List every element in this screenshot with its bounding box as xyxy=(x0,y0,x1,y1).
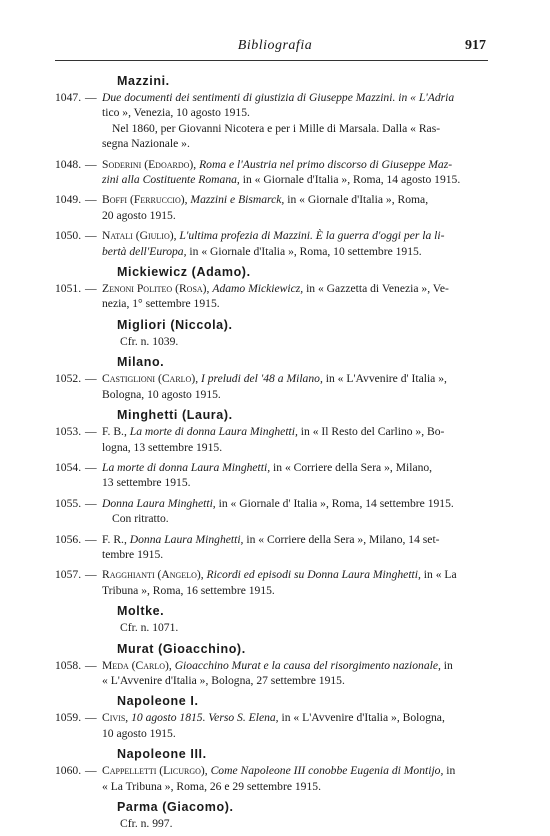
entry-title: Gioacchino Murat e la causa del risorgimento nazionale, xyxy=(174,658,441,672)
entry-1050 xyxy=(55,228,488,259)
section-heading-milano: Milano. xyxy=(117,355,165,370)
entry-1056 xyxy=(55,532,488,563)
entry-dash: — xyxy=(85,282,97,296)
entry-source: in « Giornale d' Italia », Roma, 14 settembre 1915. xyxy=(218,496,454,510)
entry-title: 10 agosto 1815. Verso S. Elena, xyxy=(131,711,279,725)
section-heading-murat: Murat (Gioacchino). xyxy=(117,641,246,656)
entry-dash: — xyxy=(85,372,97,386)
entry-1047 xyxy=(55,90,488,152)
section-heading-mickiewicz: Mickiewicz (Adamo). xyxy=(117,265,251,280)
entry-number: 1049. xyxy=(55,193,82,207)
entry-source: in « La xyxy=(423,568,457,582)
entry-dash: — xyxy=(85,425,97,439)
entry-line: logna, 13 settembre 1915. xyxy=(102,440,223,454)
entry-1052 xyxy=(55,371,488,402)
entry-author: Castiglioni (Carlo), xyxy=(102,372,199,386)
section-heading-napoleone-i: Napoleone I. xyxy=(117,694,199,709)
entry-line: Due documenti dei sentimenti di giustizia di Giuseppe Mazzini. in « L'Adria xyxy=(102,91,455,104)
entry-title: Donna Laura Minghetti, xyxy=(129,532,244,546)
entry-number: 1053. xyxy=(55,425,82,439)
entry-author: Meda (Carlo), xyxy=(102,658,172,672)
entry-dash: — xyxy=(85,91,97,104)
entry-line: tico », Venezia, 10 agosto 1915. xyxy=(102,106,250,120)
entry-title: I preludi del '48 a Milano, xyxy=(201,372,323,386)
entry-author: F. B., xyxy=(102,425,127,439)
entry-number: 1048. xyxy=(55,157,82,171)
section-heading-napoleone-iii: Napoleone III. xyxy=(117,747,207,762)
entry-source: in « Giornale d'Italia », Roma, 14 agosto 1915. xyxy=(242,173,461,187)
entry-number: 1057. xyxy=(55,568,82,582)
entry-author: Natali (Giulio), xyxy=(102,229,177,243)
entry-source: in « Giornale d'Italia », Roma, 10 settembre 1915. xyxy=(189,244,422,258)
entry-number: 1060. xyxy=(55,764,82,778)
entry-author: Cappelletti (Licurgo), xyxy=(102,764,208,778)
entry-source: in « Giornale d'Italia », Roma, xyxy=(287,193,429,207)
entry-dash: — xyxy=(85,460,97,474)
section-heading-migliori: Migliori (Niccola). xyxy=(117,317,233,332)
bibliography-body xyxy=(55,73,488,836)
running-head xyxy=(0,38,550,58)
entry-source: in « L'Avvenire d'Italia », Bologna, xyxy=(281,711,445,725)
entry-line: 20 agosto 1915. xyxy=(102,208,176,222)
entry-dash: — xyxy=(85,229,97,243)
entry-1053 xyxy=(55,424,488,455)
entry-1058 xyxy=(55,658,488,689)
section-heading-parma: Parma (Giacomo). xyxy=(117,800,234,814)
entry-dash: — xyxy=(85,658,97,672)
entry-number: 1047. xyxy=(55,91,82,104)
entry-number: 1051. xyxy=(55,282,82,296)
entry-note: segna Nazionale ». xyxy=(102,137,190,151)
page-number: 917 xyxy=(465,38,486,53)
entry-author: Ragghianti (Angelo), xyxy=(102,568,204,582)
entry-dash: — xyxy=(85,568,97,582)
entry-dash: — xyxy=(85,764,97,778)
entry-title: bertà dell'Europa, xyxy=(102,244,187,258)
running-title: Bibliografia xyxy=(237,38,313,53)
entry-author: Soderini (Edoardo), xyxy=(102,157,197,171)
entry-title: zini alla Costituente Romana, xyxy=(102,173,240,187)
entry-source: in xyxy=(446,764,456,778)
entry-source: in « Corriere della Sera », Milano, xyxy=(273,460,433,474)
entry-source: in xyxy=(443,658,453,672)
entry-dash: — xyxy=(85,193,97,207)
entry-line: 10 agosto 1915. xyxy=(102,726,176,740)
section-heading-moltke: Moltke. xyxy=(117,604,165,619)
entry-source: in « Gazzetta di Venezia », Ve- xyxy=(306,282,449,296)
entry-1049 xyxy=(55,192,488,223)
entry-1060 xyxy=(55,763,488,794)
entry-number: 1055. xyxy=(55,496,82,510)
entry-number: 1054. xyxy=(55,460,82,474)
entry-source: in « Il Resto del Carlino », Bo- xyxy=(300,425,445,439)
entry-number: 1058. xyxy=(55,658,82,672)
entry-source: in « L'Avvenire d' Italia », xyxy=(325,372,447,386)
entry-line: Bologna, 10 agosto 1915. xyxy=(102,387,221,401)
entry-dash: — xyxy=(85,711,97,725)
entry-dash: — xyxy=(85,157,97,171)
entry-title: Roma e l'Austria nel primo discorso di Giuseppe Maz- xyxy=(199,157,453,171)
cross-reference: Cfr. n. 1071. xyxy=(120,621,179,635)
cross-reference: Cfr. n. 997. xyxy=(120,817,173,830)
entry-1048 xyxy=(55,157,488,188)
entry-note: Nel 1860, per Giovanni Nicotera e per i Mille di Marsala. Dalla « Ras- xyxy=(112,121,441,135)
entry-author: Boffi (Ferruccio), xyxy=(102,193,188,207)
entry-line: nezia, 1° settembre 1915. xyxy=(102,297,220,311)
entry-title: Mazzini e Bismarck, xyxy=(190,193,285,207)
entry-line: « L'Avvenire d'Italia », Bologna, 27 settembre 1915. xyxy=(102,673,345,687)
entry-line: 13 settembre 1915. xyxy=(102,476,191,490)
entry-1055 xyxy=(55,496,488,527)
entry-author: Civis, xyxy=(102,711,129,725)
section-heading-mazzini: Mazzini. xyxy=(117,74,170,88)
entry-title: Donna Laura Minghetti, xyxy=(102,496,216,510)
section-heading-minghetti: Minghetti (Laura). xyxy=(117,408,233,423)
entry-title: L'ultima profezia di Mazzini. È la guerra d'oggi per la li- xyxy=(179,229,445,243)
entry-number: 1052. xyxy=(55,372,82,386)
entry-dash: — xyxy=(85,496,97,510)
entry-author: Zenoni Politeo (Rosa), xyxy=(102,282,210,296)
entry-1051 xyxy=(55,281,488,312)
entry-title: La morte di donna Laura Minghetti, xyxy=(129,425,298,439)
entry-line: tembre 1915. xyxy=(102,547,164,561)
entry-number: 1056. xyxy=(55,532,82,546)
entry-source: in « Corriere della Sera », Milano, 14 set- xyxy=(246,532,440,546)
entry-1054 xyxy=(55,460,488,491)
entry-number: 1050. xyxy=(55,229,82,243)
entry-line: Tribuna », Roma, 16 settembre 1915. xyxy=(102,583,275,597)
entry-title: Ricordi ed episodi su Donna Laura Minghetti, xyxy=(206,568,421,582)
entry-author: F. R., xyxy=(102,532,127,546)
entry-title: La morte di donna Laura Minghetti, xyxy=(102,460,271,474)
entry-dash: — xyxy=(85,532,97,546)
entry-title: Come Napoleone III conobbe Eugenia di Montijo, xyxy=(210,764,444,778)
entry-number: 1059. xyxy=(55,711,82,725)
entry-1057 xyxy=(55,567,488,598)
entry-note: Con ritratto. xyxy=(112,512,169,526)
entry-line: « La Tribuna », Roma, 26 e 29 settembre 1915. xyxy=(102,779,321,793)
cross-reference: Cfr. n. 1039. xyxy=(120,334,179,348)
header-rule xyxy=(55,60,488,61)
entry-title: Adamo Mickiewicz, xyxy=(212,282,304,296)
entry-1059 xyxy=(55,710,488,741)
